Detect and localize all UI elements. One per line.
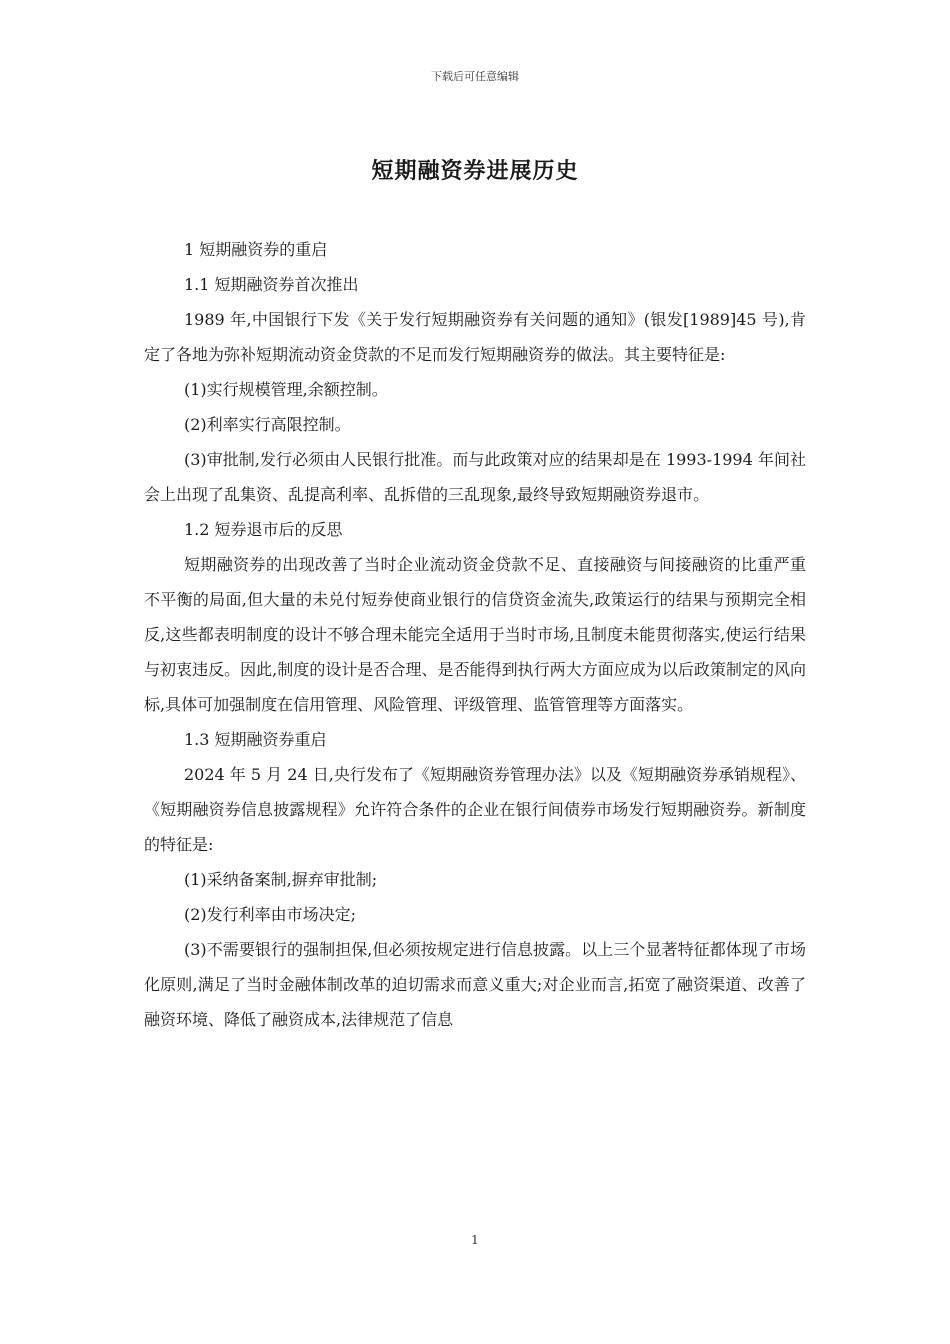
body-paragraph: 2024 年 5 月 24 日,央行发布了《短期融资券管理办法》以及《短期融资券承销规程》、《短期融资券信息披露规程》允许符合条件的企业在银行间债券市场发行短期融资券。新制度的特征是:: [144, 765, 806, 854]
section-heading: 1 短期融资券的重启: [184, 240, 328, 259]
subsection-heading: 1.3 短期融资券重启: [184, 730, 327, 749]
body-paragraph: 短期融资券的出现改善了当时企业流动资金贷款不足、直接融资与间接融资的比重严重不平衡的局面,但大量的未兑付短券使商业银行的信贷资金流失,政策运行的结果与预期完全相反,这些都表明制度的设计不够合理未能完全适用于当时市场,且制度未能贯彻落实,使运行结果与初衷违反。因此,制度的设计是否合理、是否能得到执行两大方面应成为以后政策制定的风向标,具体可加强制度在信用管理、风险管理、评级管理、监管管理等方面落实。: [144, 555, 806, 714]
subsection-heading: 1.1 短期融资券首次推出: [184, 275, 359, 294]
list-item: (2)利率实行高限控制。: [184, 415, 351, 434]
document-body: [144, 232, 806, 1037]
list-item: (1)实行规模管理,余额控制。: [184, 380, 388, 399]
list-item: (1)采纳备案制,摒弃审批制;: [184, 870, 378, 889]
subsection-heading: 1.2 短券退市后的反思: [184, 520, 343, 539]
page-header-note: 下载后可任意编辑: [431, 70, 519, 83]
document-title: 短期融资券进展历史: [371, 158, 579, 184]
page-number: 1: [471, 1233, 479, 1247]
list-item: (3)不需要银行的强制担保,但必须按规定进行信息披露。以上三个显著特征都体现了市场化原则,满足了当时金融体制改革的迫切需求而意义重大;对企业而言,拓宽了融资渠道、改善了融资环境、降低了融资成本,法律规范了信息: [144, 940, 806, 1029]
list-item: (2)发行利率由市场决定;: [184, 905, 357, 924]
list-item: (3)审批制,发行必须由人民银行批准。而与此政策对应的结果却是在 1993-1994 年间社会上出现了乱集资、乱提高利率、乱拆借的三乱现象,最终导致短期融资券退市。: [144, 450, 806, 504]
body-paragraph: 1989 年,中国银行下发《关于发行短期融资券有关问题的通知》(银发[1989]45 号),肯定了各地为弥补短期流动资金贷款的不足而发行短期融资券的做法。其主要特征是:: [144, 310, 806, 364]
